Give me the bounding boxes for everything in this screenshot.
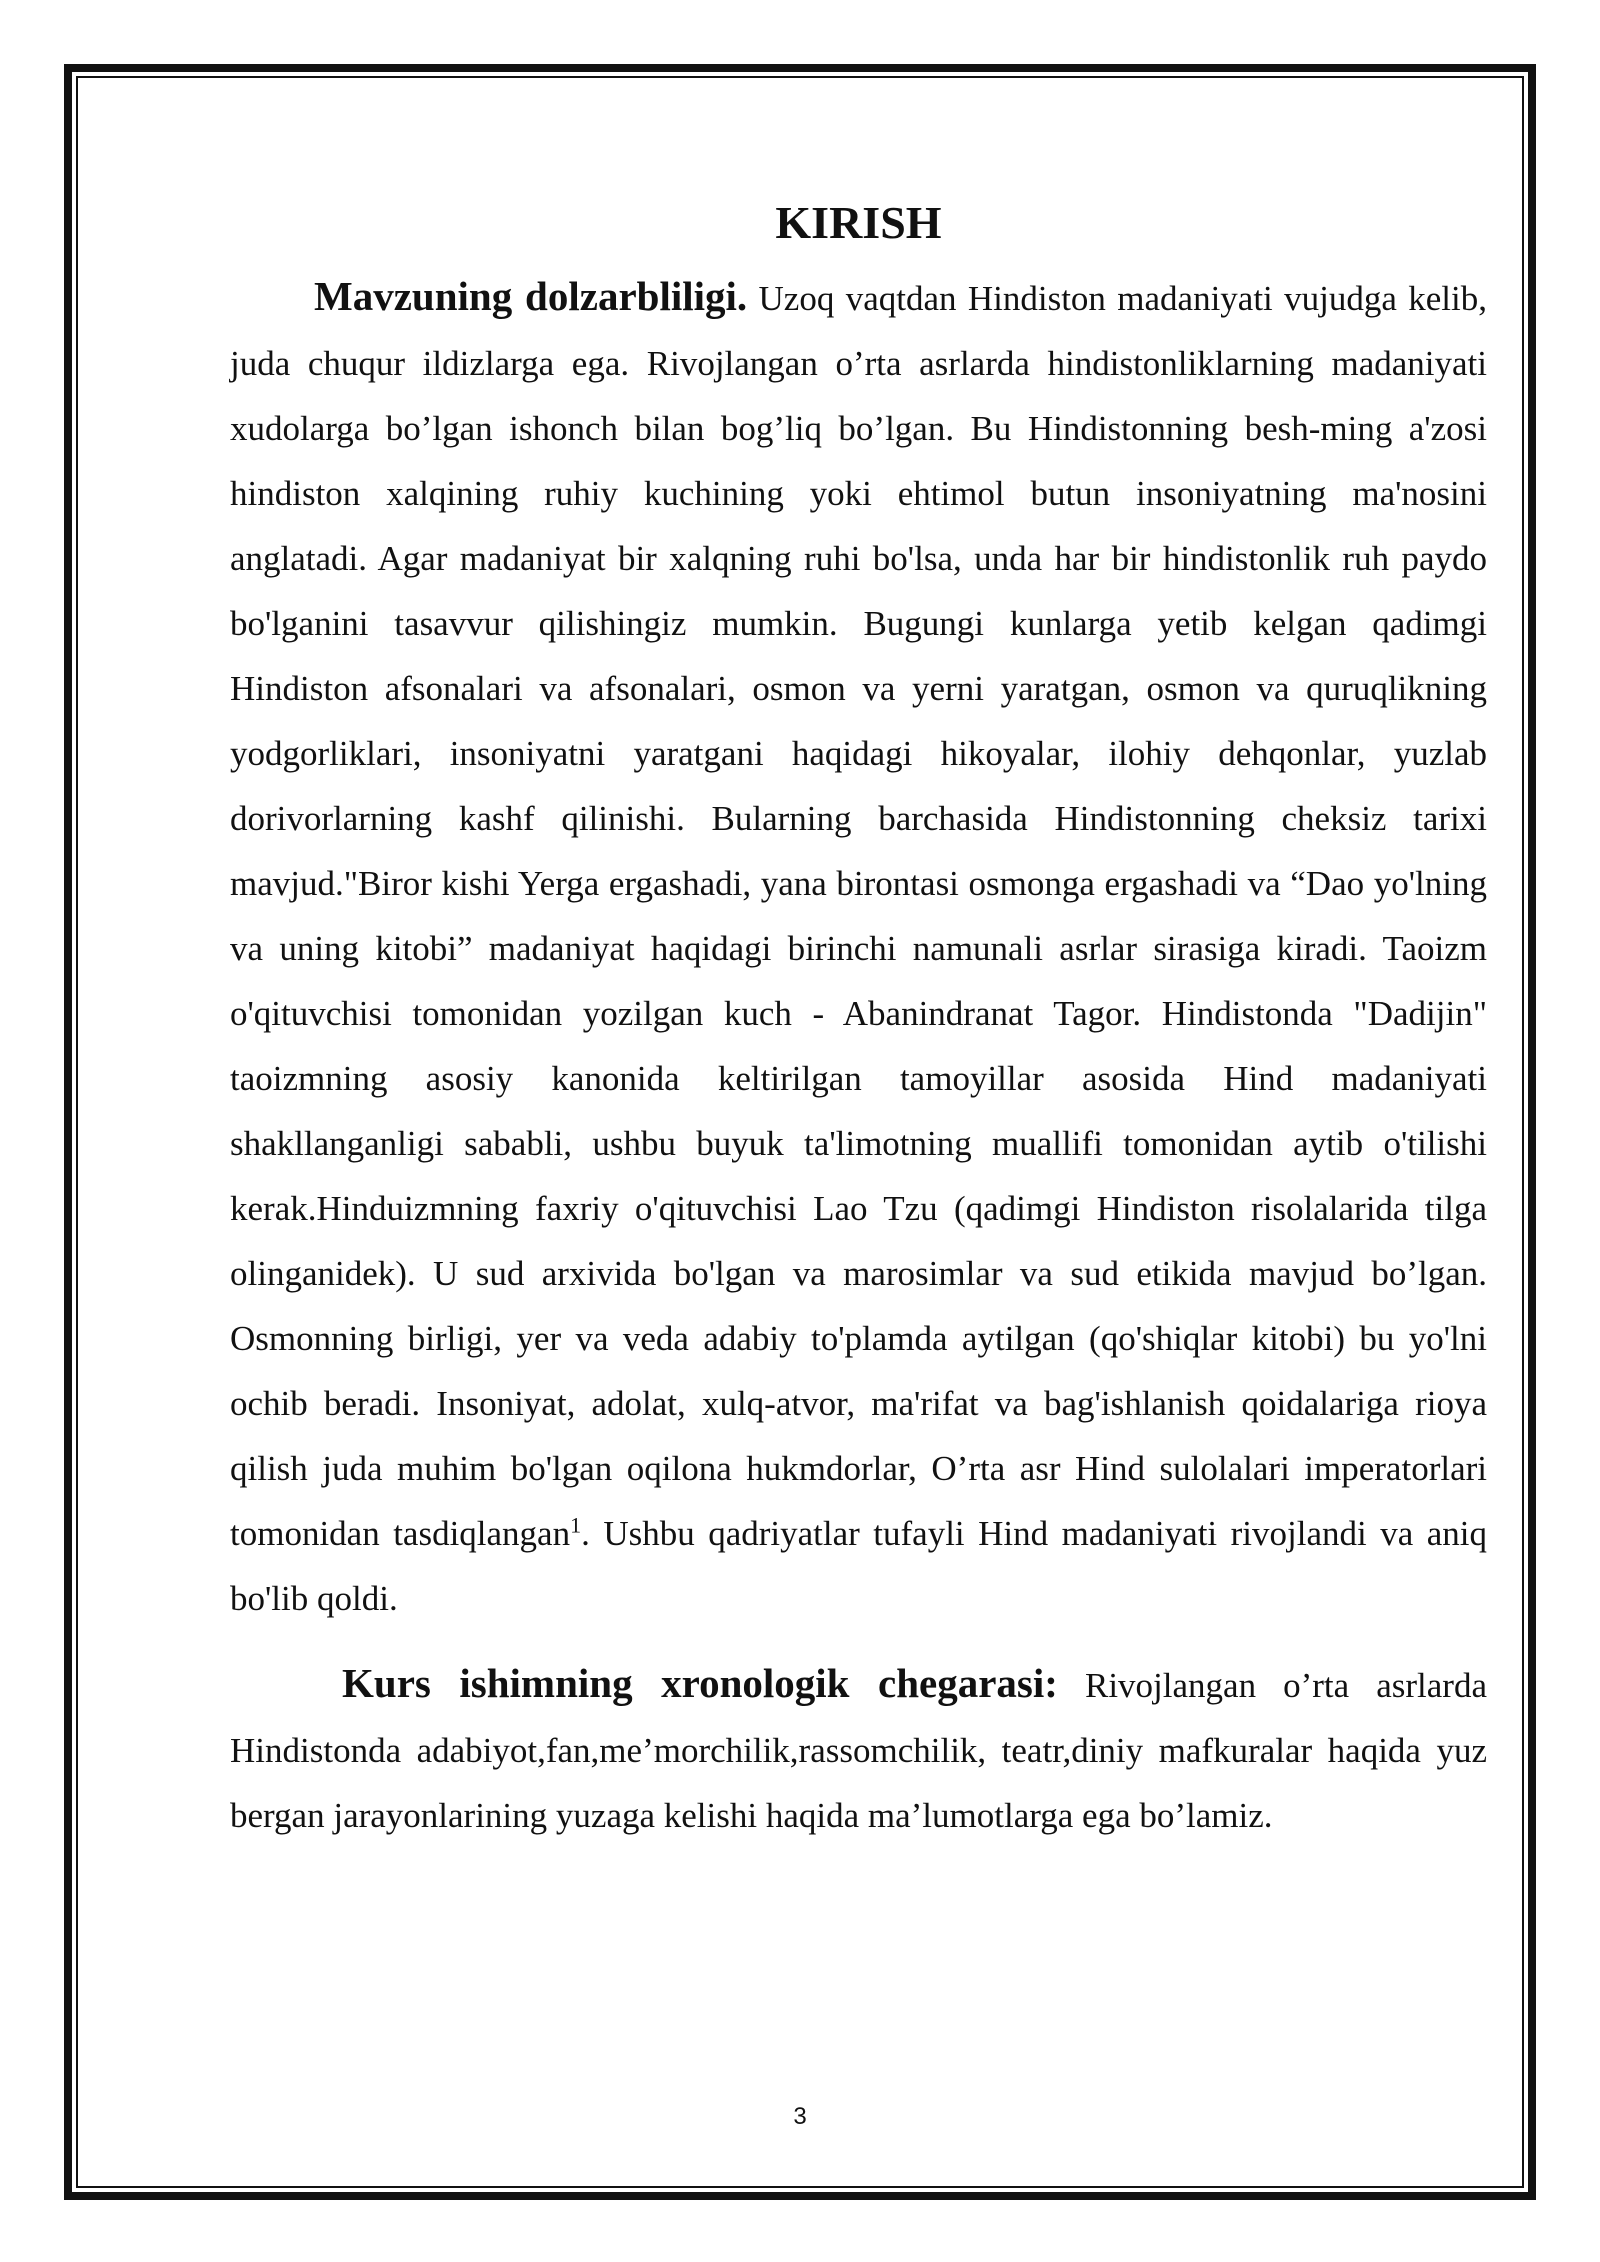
document-title: KIRISH [775,197,942,248]
chronology-text: Rivojlangan o’rta asrlarda Hindistonda adabiyot,fan,me’morchilik,rassomchilik, teatr,diniy mafkuralar haqida yuz bergan jarayonlarining yuzaga kelishi haqida ma’lumotlarga ega bo’lamiz. [230,1666,1488,1835]
document-body [230,188,1487,1848]
relevance-heading: Mavzuning dolzarbliligi. [314,273,748,319]
relevance-text-end: . Ushbu qadriyatlar tufayli Hind madaniyati rivojlandi va aniq bo'lib qoldi. [230,1514,1487,1618]
paragraph-relevance [230,264,1487,1631]
relevance-text: Uzoq vaqtdan Hindiston madaniyati vujudga kelib, juda chuqur ildizlarga ega. Rivojlangan o’rta asrlarda hindistonliklarning madaniyati xudolarga bo’lgan ishonch bilan bog’liq bo’lgan. Bu Hindistonning besh-ming a'zosi hindiston xalqining ruhiy kuchining yoki ehtimol butun insoniyatning ma'nosini anglatadi. Agar madaniyat bir xalqning ruhi bo'lsa, unda har bir hindistonlik ruh paydo bo'lganini tasavvur qilishingiz mumkin. Bugungi kunlarga yetib kelgan qadimgi Hindiston afsonalari va afsonalari, osmon va yerni yaratgan, osmon va quruqlikning yodgorliklari, insoniyatni yaratgani haqidagi hikoyalar, ilohiy dehqonlar, yuzlab dorivorlarning kashf qilinishi. Bularning barchasida Hindistonning cheksiz tarixi mavjud."Biror kishi Yerga ergashadi, yana birontasi osmonga ergashadi va “Dao yo'lning va uning kitobi” madaniyat haqidagi birinchi namunali asrlar sirasiga kiradi. Taoizm o'qituvchisi tomonidan yozilgan kuch - Abanindranat Tagor. Hindistonda "Dadijin" taoizmning asosiy kanonida keltirilgan tamoyillar asosida Hind madaniyati shakllanganligi sababli, ushbu buyuk ta'limotning muallifi tomonidan aytib o'tilishi kerak.Hinduizmning faxriy o'qituvchisi Lao Tzu (qadimgi Hindiston risolalarida tilga olinganidek). U sud arxivida bo'lgan va marosimlar va sud etikida mavjud bo’lgan. Osmonning birligi, yer va veda adabiy to'plamda aytilgan (qo'shiqlar kitobi) bu yo'lni ochib beradi. Insoniyat, adolat, xulq-atvor, ma'rifat va bag'ishlanish qoidalariga rioya qilish juda muhim bo'lgan oqilona hukmdorlar, O’rta asr Hind sulolalari imperatorlari tomonidan tasdiqlangan [230,279,1487,1553]
chronology-heading: Kurs ishimning xronologik chegarasi: [342,1660,1058,1706]
paragraph-chronology [230,1651,1487,1848]
page-number: 3 [793,2103,807,2130]
footnote-reference[interactable]: 1 [570,1512,582,1538]
